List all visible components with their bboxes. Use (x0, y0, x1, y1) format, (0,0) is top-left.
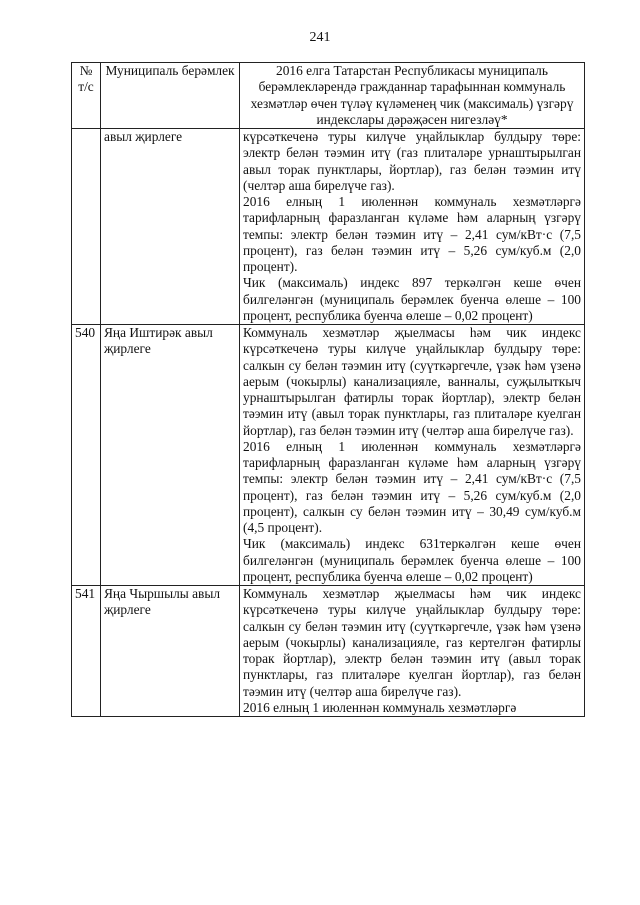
row-description (240, 325, 585, 586)
row-municipality: авыл җирлеге (101, 129, 240, 325)
table-row (72, 586, 585, 717)
description-paragraph: 2016 елның 1 июленнән коммуналь хезмәтләргә тарифларның фаразланган күләме һәм аларның үзгәрү темпы: электр белән тәэмин итү – 2,41 сум/кВт·с (7,5 процент), газ белән тәэмин итү – 5,26 сум/куб.м (2,0 процент), салкын су белән тәэмин итү – 30,49 сум/куб.м (4,5 процент). (243, 438, 581, 535)
table-row (72, 129, 585, 325)
page-number: 241 (309, 30, 331, 45)
description-paragraph: Коммуналь хезмәтләр җыелмасы һәм чик индекс күрсәткеченә туры килүче уңайлыклар булдыру төре: салкын су белән тәэмин итү (суүткәргечле, үзәк һәм үзенә аерым (чокырлы) канализацияле, газ кертелгән фатирлы торак йортлар), электр белән тәэмин итү (авыл торак пунктлары, газ плиталәре куелган йортлар), газ белән тәэмин итү (челтәр аша бирелүче газ). (243, 586, 581, 699)
row-description (240, 586, 585, 717)
description-paragraph: 2016 елның 1 июленнән коммуналь хезмәтләргә тарифларның фаразланган күләме һәм аларның үзгәрү темпы: электр белән тәэмин итү – 2,41 сум/кВт·с (7,5 процент), газ белән тәэмин итү – 5,26 сум/куб.м (2,0 процент). (243, 194, 581, 274)
row-number (72, 129, 101, 325)
tariff-index-table (71, 62, 585, 717)
header-municipality: Муниципаль берәмлек (101, 63, 240, 129)
table-header-row (72, 63, 585, 129)
description-paragraph: Чик (максималь) индекс 897 теркәлгән кеше өчен билгеләнгән (муниципаль берәмлек буенча өлеше – 100 процент, республика буенча өлеше – 0,02 процент) (243, 275, 581, 323)
row-municipality: Яңа Чыршылы авыл җирлеге (101, 586, 240, 717)
description-paragraph: 2016 елның 1 июленнән коммуналь хезмәтләргә (243, 699, 517, 715)
description-paragraph: Чик (максималь) индекс 631теркәлгән кеше өчен билгеләнгән (муниципаль берәмлек буенча өлеше – 100 процент, республика буенча өлеше – 0,02 процент) (243, 536, 581, 584)
header-description: 2016 елга Татарстан Республикасы муниципаль берәмлекләрендә гражданнар тарафыннан коммуналь хезмәтләр өчен түләү күләменең чик (максималь) үзгәрү индекслары дәрәҗәсен нигезләү* (240, 63, 585, 129)
row-number: 540 (72, 325, 101, 586)
header-number: № т/с (72, 63, 101, 129)
row-description (240, 129, 585, 325)
row-number: 541 (72, 586, 101, 717)
description-paragraph: күрсәткеченә туры килүче уңайлыклар булдыру төре: электр белән тәэмин итү (газ плиталәре урнаштырылган авыл торак пунктлары, йортлар), газ белән тәэмин итү (челтәр аша бирелүче газ). (243, 129, 581, 193)
description-paragraph: Коммуналь хезмәтләр җыелмасы һәм чик индекс күрсәткеченә туры килүче уңайлыклар булдыру төре: салкын су белән тәэмин итү (суүткәргечле, үзәк һәм үзенә аерым (чокырлы) канализацияле, ванналы, суҗылыткыч урнаштырылган фатирлы торак йортлар), электр белән тәэмин итү (авыл торак пунктлары, газ плиталәре куелган йортлар), газ белән тәэмин итү (челтәр аша бирелүче газ). (243, 325, 581, 438)
row-municipality: Яңа Иштирәк авыл җирлеге (101, 325, 240, 586)
table-row (72, 325, 585, 586)
